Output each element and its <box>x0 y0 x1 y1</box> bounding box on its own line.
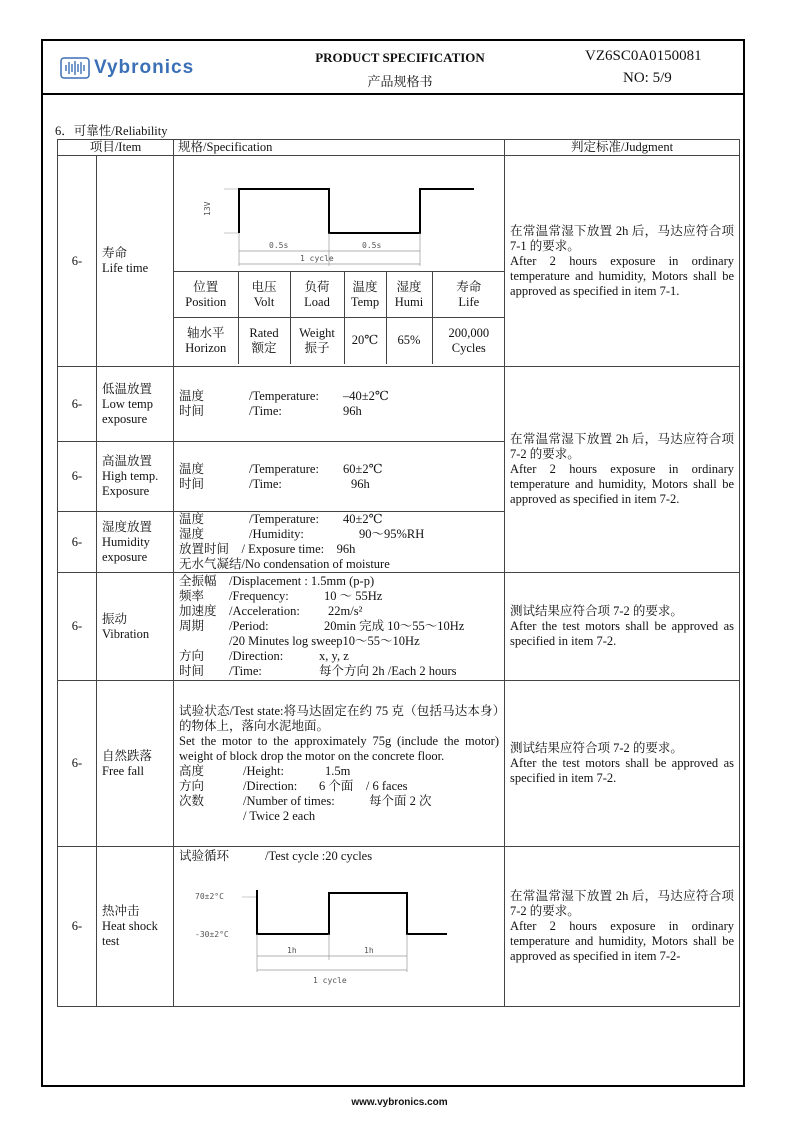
brand-name: Vybronics <box>94 57 195 78</box>
val-life: 200,000 Cycles <box>432 318 505 364</box>
judgment-cn: 在常温常湿下放置 2h 后，马达应符合项 7-1 的要求。 <box>510 223 735 253</box>
conditions-value-row <box>174 318 505 364</box>
item-name-cn: 寿命 <box>102 246 128 260</box>
item-name-cn: 自然跌落 <box>102 748 153 763</box>
judgment-cn: 在常温常湿下放置 2h 后，马达应符合项 7-2 的要求。 <box>510 432 735 461</box>
item-name <box>97 367 174 442</box>
val-humi: 65% <box>386 318 432 364</box>
segment-label: 0.5s <box>269 241 289 250</box>
val-volt: Rated 额定 <box>238 318 290 364</box>
row-number: 6- <box>58 512 97 573</box>
item-name <box>97 512 174 573</box>
item-name-en: Humidity exposure <box>102 534 150 564</box>
header-judgment: 判定标准/Judgment <box>505 140 740 156</box>
low-temp-label: -30±2°C <box>195 930 229 939</box>
square-wave <box>239 189 474 233</box>
heat-shock-spec: 试验循环 /Test cycle :20 cycles 70±2°C -30±2°C 1h 1h 1 cycle <box>174 847 505 1007</box>
header-divider <box>43 93 745 95</box>
life-conditions-table <box>174 271 505 364</box>
cond-position: 位置 Position <box>174 272 238 318</box>
temperature-cycle-wave <box>257 890 447 934</box>
val-load: Weight 振子 <box>290 318 344 364</box>
heat-shock-diagram <box>179 864 499 994</box>
free-fall-spec: 试验状态/Test state:将马达固定在约 75 克（包括马达本身）的物体上，落向水泥地面。 Set the motor to the approximately 75g (include the motor) weight of block drop the motor on the concrete floor. 高度 /Height: 1.5m 方向 /Direction: 6 个面 / 6 faces 次数 /Number of times: 每个面 2 次 / Twice 2 each <box>174 681 505 847</box>
item-name <box>97 681 174 847</box>
judgment-cell <box>505 847 740 1007</box>
segment-label: 0.5s <box>362 241 382 250</box>
doc-title-cn: 产品规格书 <box>367 74 433 89</box>
val-position: 轴水平 Horizon <box>174 318 238 364</box>
segment-label: 1h <box>287 946 297 955</box>
judgment-cell <box>505 367 740 573</box>
cond-volt: 电压 Volt <box>238 272 290 318</box>
item-name-en: Free fall <box>102 763 144 778</box>
val-temp: 20℃ <box>344 318 386 364</box>
conditions-header-row <box>174 272 505 318</box>
row-number: 6- <box>58 573 97 681</box>
cond-life: 寿命 Life <box>432 272 505 318</box>
item-name <box>97 847 174 1007</box>
judgment-en: After 2 hours exposure in ordinary temperature and humidity, Motors shall be approved as specified in item 7-2. <box>510 462 735 506</box>
low-temp-spec: 温度 /Temperature: –40±2℃ 时间 /Time: 96h <box>174 367 505 442</box>
humidity-spec: 温度 /Temperature: 40±2℃ 湿度 /Humidity: 90～95%RH 放置时间 / Exposure time: 96h 无水气凝结/No condensation of moisture <box>174 512 505 573</box>
row-number: 6- <box>58 367 97 442</box>
table-header-row <box>58 140 740 156</box>
item-name-cn: 湿度放置 <box>102 519 153 534</box>
item-name-cn: 热冲击 <box>102 904 140 918</box>
voltage-label: 13V <box>203 201 213 216</box>
cycle-label: 1 cycle <box>313 976 347 985</box>
item-name <box>97 573 174 681</box>
judgment-cell <box>505 156 740 367</box>
brand-logo <box>60 55 194 81</box>
judgment-cn: 测试结果应符合项 7-2 的要求。 <box>510 741 683 755</box>
header-spec: 规格/Specification <box>174 140 505 156</box>
judgment-cn: 在常温常湿下放置 2h 后，马达应符合项 7-2 的要求。 <box>510 889 735 918</box>
table-row <box>58 573 740 681</box>
segment-label: 1h <box>364 946 374 955</box>
footer-website[interactable]: www.vybronics.com <box>351 1097 448 1108</box>
item-name <box>97 156 174 367</box>
table-row <box>58 367 740 442</box>
cond-humi: 湿度 Humi <box>386 272 432 318</box>
judgment-en: After the test motors shall be approved as specified in item 7-2. <box>510 756 735 785</box>
wave-logo-icon <box>60 57 90 79</box>
item-name <box>97 442 174 512</box>
page-number: NO: 5/9 <box>623 70 672 86</box>
item-name-en: Low temp exposure <box>102 396 154 426</box>
header-item: 项目/Item <box>58 140 174 156</box>
item-name-cn: 低温放置 <box>102 381 153 396</box>
cond-load: 负荷 Load <box>290 272 344 318</box>
high-temp-label: 70±2°C <box>195 892 224 901</box>
item-name-en: Vibration <box>102 626 150 641</box>
reliability-table <box>57 139 740 1007</box>
table-row <box>58 847 740 1007</box>
judgment-en: After 2 hours exposure in ordinary temperature and humidity, Motors shall be approved as specified in item 7-2- <box>510 919 735 963</box>
item-name-en: High temp. Exposure <box>102 469 159 498</box>
row-number: 6- <box>58 442 97 512</box>
row-number: 6- <box>58 681 97 847</box>
life-waveform-diagram <box>174 156 505 271</box>
section-title: 6．可靠性/Reliability <box>55 124 168 138</box>
item-name-en: Life time <box>102 261 149 275</box>
item-name-en: Heat shock test <box>102 919 158 948</box>
row-number: 6- <box>58 156 97 367</box>
table-row <box>58 681 740 847</box>
judgment-en: After 2 hours exposure in ordinary temperature and humidity, Motors shall be approved as specified in item 7-1. <box>510 253 735 298</box>
cond-temp: 温度 Temp <box>344 272 386 318</box>
row-number: 6- <box>58 847 97 1007</box>
judgment-en: After the test motors shall be approved as specified in item 7-2. <box>510 619 735 648</box>
table-row <box>58 156 740 367</box>
vibration-spec: 全振幅 /Displacement : 1.5mm (p-p) 频率 /Frequency: 10 ～ 55Hz 加速度 /Acceleration: 22m/s² 周期 /Period: 20min 完成 10～55～10Hz /20 Minutes log sweep10～55～10Hz 方向 /Direction: x, y, z 时间 /Time: 每个方向 2h /Each 2 hours <box>174 573 505 681</box>
high-temp-spec: 温度 /Temperature: 60±2℃ 时间 /Time: 96h <box>174 442 505 512</box>
judgment-cell <box>505 681 740 847</box>
item-name-cn: 高温放置 <box>102 454 153 468</box>
cycle-label: 1 cycle <box>300 254 334 263</box>
doc-number: VZ6SC0A0150081 <box>585 48 702 64</box>
doc-title-en: PRODUCT SPECIFICATION <box>315 50 485 65</box>
life-spec <box>174 156 505 367</box>
judgment-cell <box>505 573 740 681</box>
item-name-cn: 振动 <box>102 611 128 626</box>
judgment-cn: 测试结果应符合项 7-2 的要求。 <box>510 604 683 618</box>
